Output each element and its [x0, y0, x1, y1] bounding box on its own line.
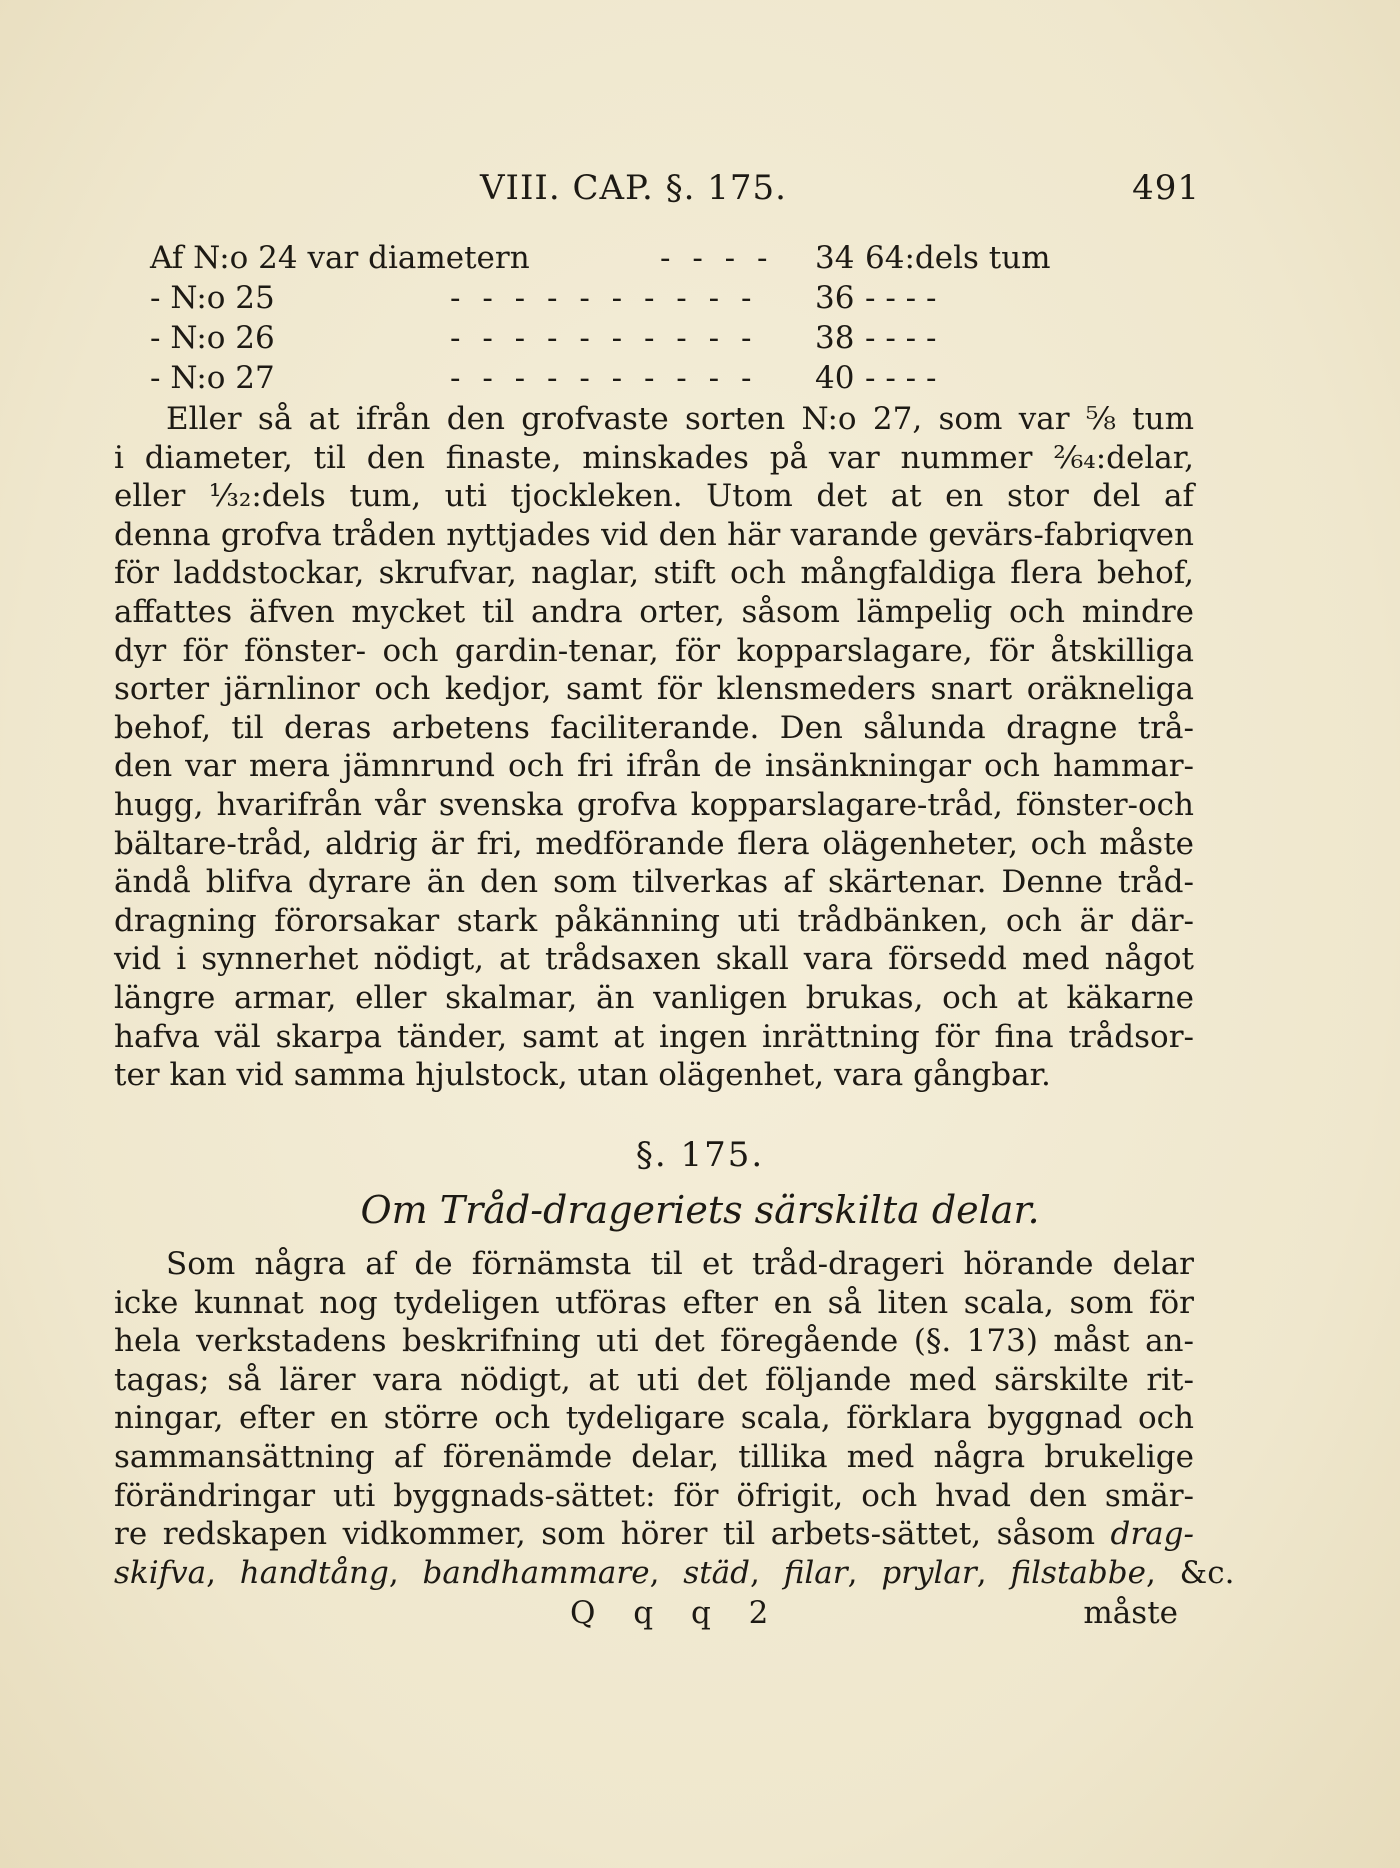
italic-term: handtång	[239, 1554, 389, 1591]
text-line: längre armar, eller skalmar, än vanligen brukas, och at käkarne	[114, 979, 1194, 1016]
text-line: skifva, handtång, bandhammare, städ, filar, prylar, filstabbe, &c.	[114, 1554, 1235, 1591]
row-value: 36	[815, 280, 855, 316]
table-row	[150, 320, 1050, 360]
text-line: för laddstockar, skrufvar, naglar, stift och mångfaldiga flera behof,	[114, 555, 1194, 592]
row-value: 38	[815, 320, 855, 356]
table-row	[150, 360, 1050, 400]
italic-term: bandhammare	[422, 1554, 650, 1591]
text-line: hugg, hvarifrån vår svenska grofva kopparslagare-tråd, fönster-och	[114, 786, 1194, 823]
italic-term: drag-	[1094, 1516, 1194, 1553]
text-line: vid i synnerhet nödigt, at trådsaxen skall vara försedd med något	[114, 941, 1194, 978]
row-unit: 64:dels tum	[865, 240, 1051, 276]
text-line: icke kunnat nog tydeligen utföras efter en så liten scala, som för	[114, 1284, 1194, 1321]
text-line: ter kan vid samma hjulstock, utan olägenhet, vara gångbar.	[114, 1057, 1051, 1094]
text-line: sammansättning af förenämde delar, tillika med några brukelige	[114, 1438, 1194, 1475]
paragraph-1	[114, 400, 1194, 1095]
table-row	[150, 280, 1050, 320]
text-line: behof, til deras arbetens faciliterande. Den sålunda dragne trå-	[114, 709, 1194, 746]
row-leaders: - - - - - - - - - -	[450, 360, 758, 396]
text-line: re redskapen vidkommer, som hörer til arbets-sättet, såsom drag-	[114, 1516, 1194, 1553]
etc: &c.	[1179, 1554, 1235, 1591]
italic-term: filar	[783, 1554, 848, 1591]
text-line: i diameter, til den finaste, minskades på var nummer ²⁄₆₄:delar,	[114, 439, 1194, 476]
row-unit: - - - -	[865, 280, 937, 316]
text-line: Eller så at ifrån den grofvaste sorten N:o 27, som var ⅝ tum	[166, 401, 1194, 437]
row-leaders: - - - - - - - - - -	[450, 280, 758, 316]
text-line: sorter järnlinor och kedjor, samt för klensmeders snart oräkneliga	[114, 671, 1194, 708]
text-line: dyr för fönster- och gardin-tenar, för kopparslagare, för åtskilliga	[114, 632, 1194, 669]
text-line: ändå blifva dyrare än den som tilverkas af skärtenar. Denne tråd-	[114, 864, 1194, 901]
row-label: - N:o 27	[150, 360, 275, 396]
text-line: bältare-tråd, aldrig är fri, medförande flera olägenheter, och måste	[114, 825, 1194, 862]
row-label: - N:o 26	[150, 320, 275, 356]
table-row	[150, 240, 1050, 280]
catchword: måste	[1083, 1595, 1178, 1631]
page-number: 491	[1132, 168, 1200, 208]
row-value: 40	[815, 360, 855, 396]
page-footer	[0, 1595, 1400, 1635]
row-leaders: - - - - - - - - - -	[450, 320, 758, 356]
row-leaders: - - - -	[660, 240, 774, 276]
text-line: ningar, efter en större och tydeligare scala, förklara byggnad och	[114, 1400, 1194, 1437]
text-line: den var mera jämnrund och fri ifrån de insänkningar och hammar-	[114, 748, 1194, 785]
row-unit: - - - -	[865, 320, 937, 356]
text-line: tagas; så lärer vara nödigt, at uti det följande med särskilte rit-	[114, 1361, 1194, 1398]
italic-term: städ	[683, 1554, 750, 1591]
text-line: Som några af de förnämsta til et tråd-drageri hörande delar	[166, 1246, 1194, 1282]
section-number: §. 175.	[635, 1135, 765, 1175]
diameter-table	[150, 240, 1050, 400]
section-title: Om Tråd-drageriets särskilta delar.	[360, 1188, 1040, 1232]
row-label: - N:o 25	[150, 280, 275, 316]
running-title: VIII. CAP. §. 175.	[480, 168, 787, 208]
italic-term: filstabbe	[1010, 1554, 1146, 1591]
row-unit: - - - -	[865, 360, 937, 396]
paragraph-2	[114, 1245, 1235, 1592]
text-line: eller ¹⁄₃₂:dels tum, uti tjockleken. Utom det at en stor del af	[114, 478, 1194, 515]
italic-term: skifva	[114, 1554, 207, 1591]
row-label: Af N:o 24 var diametern	[150, 240, 530, 276]
text-line: förändringar uti byggnads-sättet: för öfrigit, och hvad den smär-	[114, 1477, 1194, 1514]
text-line: affattes äfven mycket til andra orter, såsom lämpelig och mindre	[114, 593, 1194, 630]
italic-term: prylar	[881, 1554, 977, 1591]
text-line: hafva väl skarpa tänder, samt at ingen inrättning för fina trådsor-	[114, 1018, 1194, 1055]
text-line: hela verkstadens beskrifning uti det föregående (§. 173) måst an-	[114, 1323, 1194, 1360]
text-line: dragning förorsakar stark påkänning uti trådbänken, och är där-	[114, 902, 1194, 939]
row-value: 34	[815, 240, 855, 276]
text-line: denna grofva tråden nyttjades vid den här varande gevärs-fabriqven	[114, 516, 1194, 553]
signature-mark: Q q q 2	[570, 1595, 783, 1631]
